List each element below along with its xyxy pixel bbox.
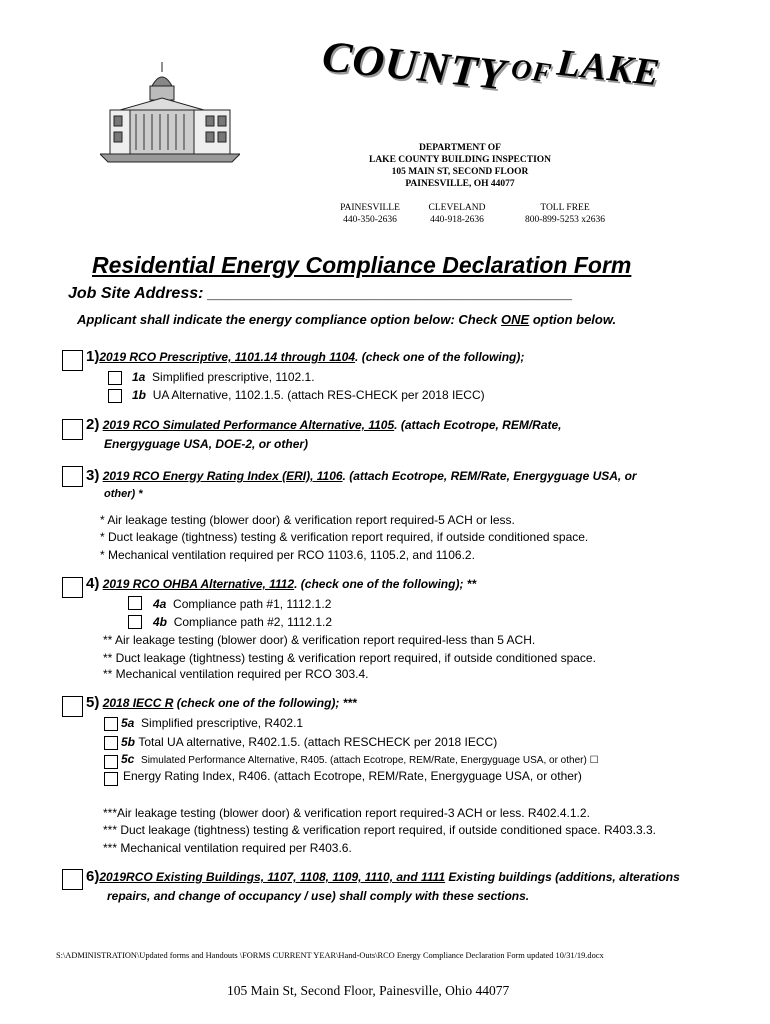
department-line-3: 105 MAIN ST, SECOND FLOOR xyxy=(391,167,529,177)
option-5-label: 5) 2018 IECC R (check one of the following); *** xyxy=(86,694,357,711)
option-1-label: 1)2019 RCO Prescriptive, 1101.14 through 1104. (check one of the following); xyxy=(86,348,525,365)
option-5b-label: 5b Total UA alternative, R402.1.5. (attach RESCHECK per 2018 IECC) xyxy=(121,735,498,749)
option-4b-label: 4b Compliance path #2, 1112.1.2 xyxy=(153,615,333,629)
checkbox-option-5c[interactable] xyxy=(104,755,118,769)
contact-painesville: PAINESVILLE 440-350-2636 xyxy=(340,203,400,225)
checkbox-option-3[interactable] xyxy=(62,466,83,487)
option-5-note-2: *** Duct leakage (tightness) testing & verification report required, if outside conditioned space. R403.3.3. xyxy=(103,823,656,837)
option-4-note-1: ** Air leakage testing (blower door) & verification report required-less than 5 ACH. xyxy=(103,633,536,647)
checkbox-option-5a[interactable] xyxy=(104,717,118,731)
footer-file-path: S:\ADMINISTRATION\Updated forms and Handouts \FORMS CURRENT YEAR\Hand-Outs\RCO Energy Compliance Declaration Form updated 10/31/19.docx xyxy=(56,951,604,960)
form-title: Residential Energy Compliance Declaration Form xyxy=(92,252,632,278)
checkbox-option-4[interactable] xyxy=(62,577,83,598)
checkbox-option-6[interactable] xyxy=(62,869,83,890)
checkbox-option-4a[interactable] xyxy=(128,596,142,610)
checkbox-option-5[interactable] xyxy=(62,696,83,717)
option-3-label-line-2: other) * xyxy=(104,488,143,500)
job-site-address-field[interactable]: Job Site Address: _________________________________________ xyxy=(68,285,573,302)
department-line-1: DEPARTMENT OF xyxy=(419,143,501,153)
footer-address: 105 Main St, Second Floor, Painesville, Ohio 44077 xyxy=(227,983,510,998)
checkbox-option-2[interactable] xyxy=(62,419,83,440)
checkbox-option-1[interactable] xyxy=(62,350,83,371)
option-6-label-line-2: repairs, and change of occupancy / use) shall comply with these sections. xyxy=(107,889,530,903)
option-5c-label: 5c Simulated Performance Alternative, R405. (attach Ecotrope, REM/Rate, Energyguage USA, or other) ☐ xyxy=(121,752,599,766)
option-1a-label: 1a Simplified prescriptive, 1102.1. xyxy=(132,370,315,384)
option-3-note-2: * Duct leakage (tightness) testing & verification report required, if outside conditioned space. xyxy=(100,530,589,544)
option-2-label-line-2: Energyguage USA, DOE-2, or other) xyxy=(104,437,309,451)
checkbox-option-1a[interactable] xyxy=(108,371,122,385)
option-4-note-3: ** Mechanical ventilation required per RCO 303.4. xyxy=(103,667,369,681)
contact-cleveland: CLEVELAND 440-918-2636 xyxy=(428,203,486,225)
checkbox-option-1b[interactable] xyxy=(108,389,122,403)
option-3-note-1: * Air leakage testing (blower door) & verification report required-5 ACH or less. xyxy=(100,513,515,527)
checkbox-option-5b[interactable] xyxy=(104,736,118,750)
checkbox-option-4b[interactable] xyxy=(128,615,142,629)
option-3-label: 3) 2019 RCO Energy Rating Index (ERI), 1106. (attach Ecotrope, REM/Rate, Energyguage USA, or xyxy=(86,467,637,484)
option-3-note-3: * Mechanical ventilation required per RCO 1103.6, 1105.2, and 1106.2. xyxy=(100,548,475,562)
courthouse-illustration xyxy=(100,58,240,168)
option-5a-label: 5a Simplified prescriptive, R402.1 xyxy=(121,716,304,730)
contact-toll-free: TOLL FREE 800-899-5253 x2636 xyxy=(525,203,605,225)
option-2-label: 2) 2019 RCO Simulated Performance Alternative, 1105. (attach Ecotrope, REM/Rate, xyxy=(86,416,562,433)
county-logo: COUNTY OF LAKE xyxy=(319,31,663,100)
department-line-4: PAINESVILLE, OH 44077 xyxy=(405,179,515,189)
checkbox-option-5d[interactable] xyxy=(104,772,118,786)
instruction-text: Applicant shall indicate the energy compliance option below: Check ONE option below. xyxy=(77,312,617,327)
option-5d-label: Energy Rating Index, R406. (attach Ecotrope, REM/Rate, Energyguage USA, or other) xyxy=(123,769,582,783)
option-1b-label: 1b UA Alternative, 1102.1.5. (attach RES-CHECK per 2018 IECC) xyxy=(132,388,485,402)
department-line-2: LAKE COUNTY BUILDING INSPECTION xyxy=(368,155,552,165)
option-4a-label: 4a Compliance path #1, 1112.1.2 xyxy=(153,597,332,611)
option-4-note-2: ** Duct leakage (tightness) testing & verification report required, if outside conditioned space. xyxy=(103,651,596,665)
option-6-label: 6)2019RCO Existing Buildings, 1107, 1108, 1109, 1110, and 1111 Existing buildings (additions, alterations xyxy=(86,868,680,885)
option-4-label: 4) 2019 RCO OHBA Alternative, 1112. (check one of the following); ** xyxy=(86,575,477,592)
option-5-note-3: *** Mechanical ventilation required per R403.6. xyxy=(103,841,352,855)
option-5-note-1: ***Air leakage testing (blower door) & verification report required-3 ACH or less. R402.4.1.2. xyxy=(103,806,590,820)
